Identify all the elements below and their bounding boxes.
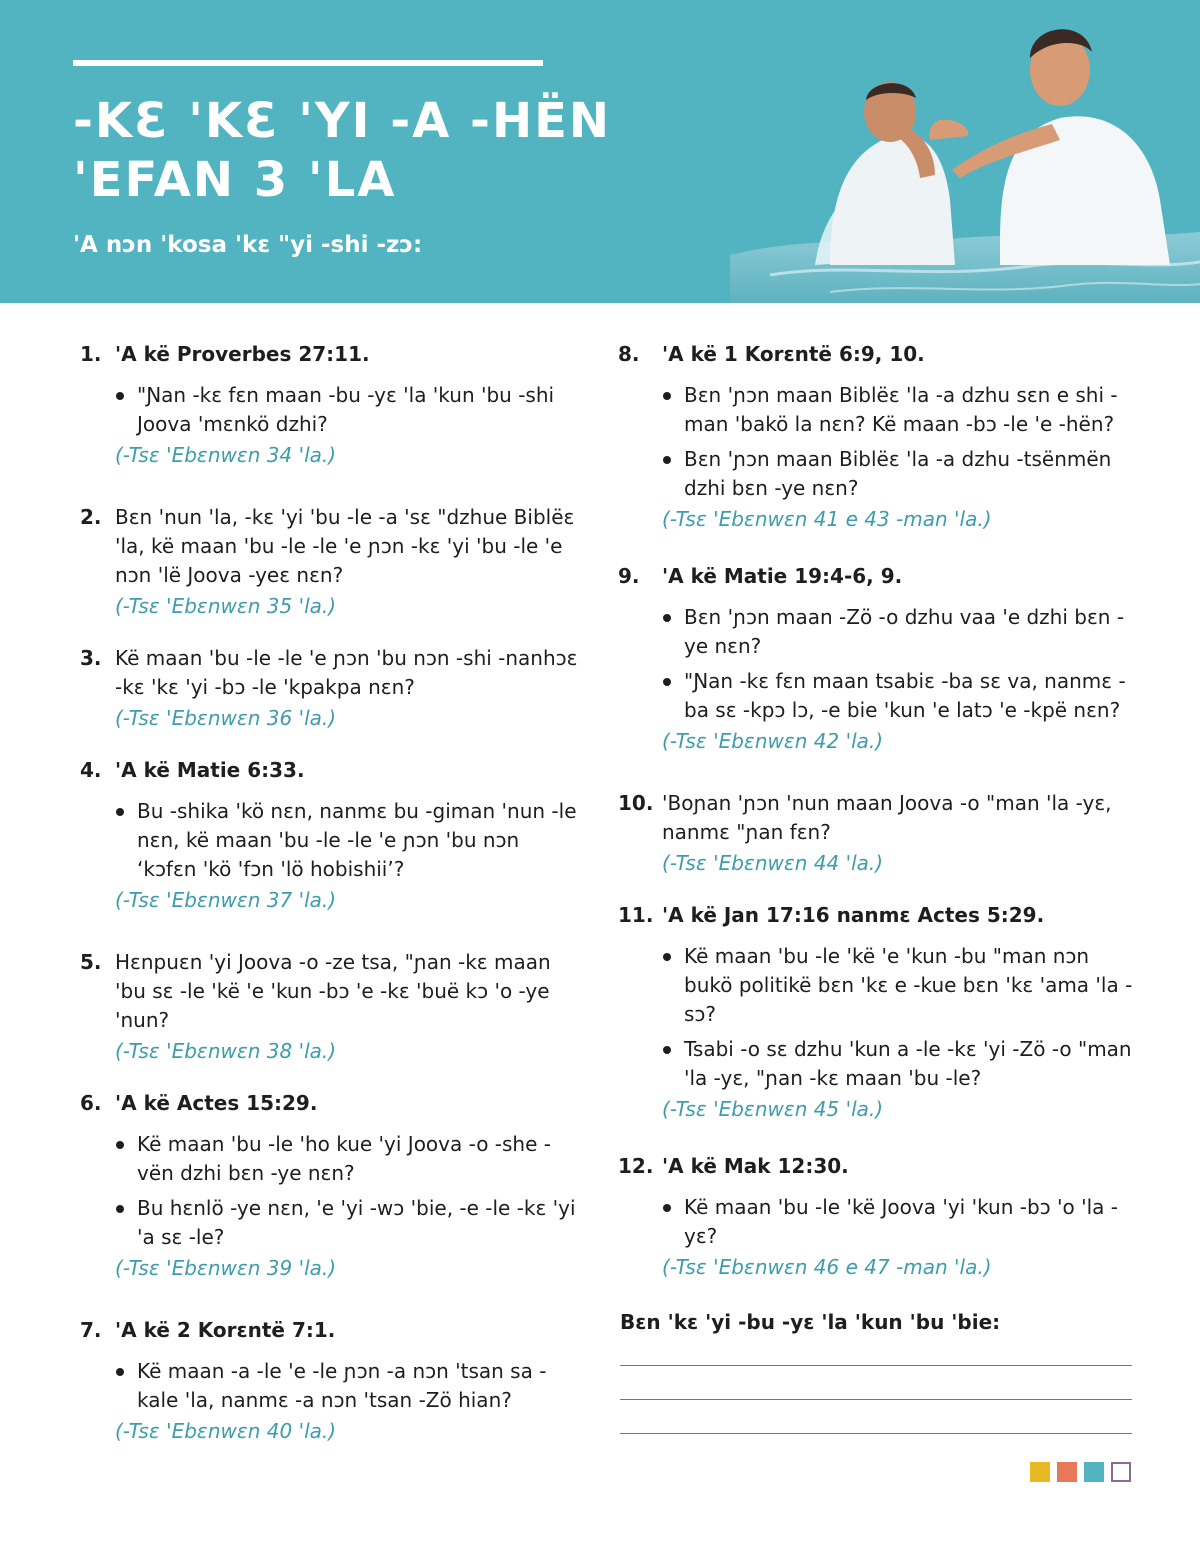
question-heading: 'A kë Actes 15:29. [115,1091,318,1115]
lesson-reference: (-Tsɛ 'Ebɛnwɛn 37 'la.) [115,888,337,912]
question-heading: 'A kë Mak 12:30. [662,1154,849,1178]
lesson-reference: (-Tsɛ 'Ebɛnwɛn 42 'la.) [662,729,884,753]
lesson-reference: (-Tsɛ 'Ebɛnwɛn 34 'la.) [115,443,337,467]
question-number: 12. [618,1154,654,1178]
question-1 [80,340,580,470]
question-number: 5. [80,950,102,974]
page-subtitle: 'A nɔn 'kosa 'kɛ "yi -shi -zɔ: [73,232,423,258]
question-bullets [115,381,580,439]
question-bullet: Bu -shika 'kö nɛn, nanmɛ bu -giman 'nun -le nɛn, kë maan 'bu -le -le 'e ɲɔn 'bu nɔn ‘kɔfɛn 'kö 'fɔn 'lö hobishii’? [115,797,580,884]
question-3 [80,644,580,733]
question-bullet: Bu hɛnlö -ye nɛn, 'e 'yi -wɔ 'bie, -e -le -kɛ 'yi 'a sɛ -le? [115,1194,580,1252]
question-bullet: Tsabi -o sɛ dzhu 'kun a -le -kɛ 'yi -Zö -o "man 'la -yɛ, "ɲan -kɛ maan 'bu -le? [662,1035,1138,1093]
question-bullet: "Ɲan -kɛ fɛn maan -bu -yɛ 'la 'kun 'bu -shi Joova 'mɛnkö dzhi? [115,381,580,439]
questions-left-column [80,340,580,1446]
square-outline-icon [1111,1462,1131,1482]
question-heading: 'A kë 2 Korɛntë 7:1. [115,1318,336,1342]
notes-label: Bɛn 'kɛ 'yi -bu -yɛ 'la 'kun 'bu 'bie: [620,1310,1001,1334]
question-number: 4. [80,758,102,782]
header-rule [73,60,543,66]
question-bullet: Kë maan 'bu -le 'ho kue 'yi Joova -o -she -vën dzhi bɛn -ye nɛn? [115,1130,580,1188]
question-number: 8. [618,342,640,366]
question-bullet: Bɛn 'ɲɔn maan Biblëɛ 'la -a dzhu sɛn e shi -man 'bakö la nɛn? Kë maan -bɔ -le 'e -hën? [662,381,1138,439]
lesson-reference: (-Tsɛ 'Ebɛnwɛn 41 e 43 -man 'la.) [662,507,992,531]
question-11 [618,901,1138,1124]
question-number: 9. [618,564,640,588]
question-bullets [662,603,1138,725]
header-banner [0,0,1200,303]
question-number: 3. [80,646,102,670]
question-bullet: Bɛn 'ɲɔn maan Biblëɛ 'la -a dzhu -tsënmën dzhi bɛn -ye nɛn? [662,445,1138,503]
question-number: 11. [618,903,654,927]
question-number: 1. [80,342,102,366]
question-9 [618,562,1138,756]
baptism-illustration [730,0,1200,303]
question-heading: 'A kë Matie 19:4-6, 9. [662,564,903,588]
question-6 [80,1089,580,1283]
title-line-2: 'EFAN 3 'LA [73,152,397,208]
question-text: Hɛnpuɛn 'yi Joova -o -ze tsa, "ɲan -kɛ maan 'bu sɛ -le 'kë 'e 'kun -bɔ 'e -kɛ 'buë kɔ 'o -ye 'nun? [115,950,551,1032]
question-12 [618,1152,1138,1282]
question-7 [80,1316,580,1446]
question-heading: 'A kë 1 Korɛntë 6:9, 10. [662,342,925,366]
notes-line[interactable] [620,1433,1132,1434]
question-number: 2. [80,505,102,529]
question-number: 7. [80,1318,102,1342]
notes-line[interactable] [620,1365,1132,1366]
question-bullets [115,1130,580,1252]
question-8 [618,340,1138,534]
question-5 [80,948,580,1066]
page-title [73,92,611,210]
question-number: 6. [80,1091,102,1115]
lesson-reference: (-Tsɛ 'Ebɛnwɛn 46 e 47 -man 'la.) [662,1255,992,1279]
lesson-reference: (-Tsɛ 'Ebɛnwɛn 39 'la.) [115,1256,337,1280]
lesson-reference: (-Tsɛ 'Ebɛnwɛn 40 'la.) [115,1419,337,1443]
square-teal-icon [1084,1462,1104,1482]
question-bullet: Bɛn 'ɲɔn maan -Zö -o dzhu vaa 'e dzhi bɛn -ye nɛn? [662,603,1138,661]
question-heading: 'A kë Jan 17:16 nanmɛ Actes 5:29. [662,903,1045,927]
question-bullets [662,381,1138,503]
question-heading: 'A kë Matie 6:33. [115,758,305,782]
question-10 [618,789,1138,878]
question-heading: 'A kë Proverbes 27:11. [115,342,370,366]
notes-line[interactable] [620,1399,1132,1400]
question-number: 10. [618,791,654,815]
question-bullet: Kë maan 'bu -le 'kë Joova 'yi 'kun -bɔ 'o 'la -yɛ? [662,1193,1138,1251]
question-bullet: "Ɲan -kɛ fɛn maan tsabiɛ -ba sɛ va, nanmɛ -ba sɛ -kpɔ lɔ, -e bie 'kun 'e latɔ 'e -kpë nɛn? [662,667,1138,725]
question-bullets [662,1193,1138,1251]
question-bullets [115,1357,580,1415]
question-bullets [662,942,1138,1093]
question-bullet: Kë maan -a -le 'e -le ɲɔn -a nɔn 'tsan sa -kale 'la, nanmɛ -a nɔn 'tsan -Zö hian? [115,1357,580,1415]
question-4 [80,756,580,915]
question-bullets [115,797,580,884]
question-2 [80,503,580,621]
title-line-1: -KƐ 'KƐ 'YI -A -HËN [73,93,612,149]
lesson-reference: (-Tsɛ 'Ebɛnwɛn 45 'la.) [662,1097,884,1121]
lesson-reference: (-Tsɛ 'Ebɛnwɛn 38 'la.) [115,1039,337,1063]
question-bullet: Kë maan 'bu -le 'kë 'e 'kun -bu "man nɔn bukö politikë bɛn 'kɛ e -kue bɛn 'kɛ 'ama 'la -sɔ? [662,942,1138,1029]
questions-right-column [618,340,1138,1282]
square-yellow-icon [1030,1462,1050,1482]
lesson-reference: (-Tsɛ 'Ebɛnwɛn 44 'la.) [662,851,884,875]
question-text: Bɛn 'nun 'la, -kɛ 'yi 'bu -le -a 'sɛ "dzhue Biblëɛ 'la, kë maan 'bu -le -le 'e ɲɔn -kɛ 'yi 'bu -le 'e nɔn 'lë Joova -yeɛ nɛn? [115,505,575,587]
question-text: 'Boɲan 'ɲɔn 'nun maan Joova -o "man 'la -yɛ, nanmɛ "ɲan fɛn? [662,791,1112,844]
lesson-reference: (-Tsɛ 'Ebɛnwɛn 36 'la.) [115,706,337,730]
lesson-reference: (-Tsɛ 'Ebɛnwɛn 35 'la.) [115,594,337,618]
square-orange-icon [1057,1462,1077,1482]
question-text: Kë maan 'bu -le -le 'e ɲɔn 'bu nɔn -shi -nanhɔɛ -kɛ 'kɛ 'yi -bɔ -le 'kpakpa nɛn? [115,646,578,699]
